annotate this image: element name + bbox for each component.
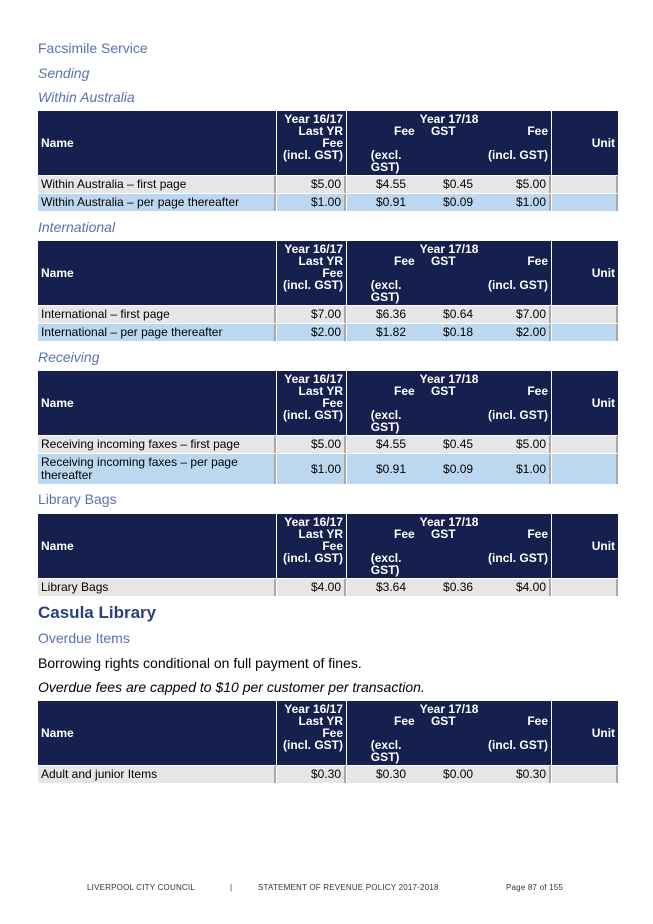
table-header-row [38, 111, 618, 175]
header-year-prev: Year 16/17 [284, 242, 343, 256]
cell-unit [552, 176, 618, 193]
table-row [38, 766, 618, 783]
cell-current [347, 579, 551, 596]
cell-current [347, 454, 551, 484]
cell-fee-excl-gst: $4.55 [376, 177, 407, 191]
subheading-sending: Sending [38, 65, 90, 81]
cell-last-year-fee: $5.00 [277, 176, 346, 193]
footer-council: LIVERPOOL CITY COUNCIL [87, 883, 195, 892]
fee-table-receiving [38, 370, 616, 485]
fee-table [37, 110, 619, 212]
header-fee-excl [350, 255, 415, 303]
header-fee2: Fee [527, 527, 549, 541]
footer-statement: STATEMENT OF REVENUE POLICY 2017-2018 [258, 883, 439, 892]
fee-table [37, 700, 619, 784]
header-unit: Unit [552, 111, 618, 175]
cell-current [347, 436, 551, 453]
cell-current-values [350, 196, 546, 209]
cell-current-values [350, 438, 546, 451]
cell-name: Receiving incoming faxes – first page [38, 436, 276, 453]
cell-last-year-fee: $5.00 [277, 436, 346, 453]
header-unit: Unit [552, 371, 618, 435]
fee-table-library-bags [38, 513, 616, 597]
cell-name: Library Bags [38, 579, 276, 596]
fee-table [37, 370, 619, 485]
cell-gst: $0.45 [443, 437, 474, 451]
header-name: Name [38, 514, 276, 578]
cell-unit [552, 436, 618, 453]
section-heading-library-bags: Library Bags [38, 491, 117, 507]
cell-fee-excl-gst: $6.36 [376, 307, 407, 321]
header-unit: Unit [552, 514, 618, 578]
header-fee2: Fee [527, 254, 549, 268]
header-fee-excl [350, 385, 415, 433]
cell-current [347, 176, 551, 193]
header-gst-label: GST [430, 254, 456, 268]
header-incl-gst: (incl. GST) [283, 278, 343, 292]
cell-name: Within Australia – per page thereafter [38, 194, 276, 211]
header-last-yr-fee: Last YR Fee [298, 124, 343, 150]
cell-last-year-fee: $1.00 [277, 454, 346, 484]
cell-fee-incl-gst: $7.00 [516, 307, 547, 321]
header-current-columns [350, 255, 548, 303]
cell-unit [552, 306, 618, 323]
header-gst [415, 528, 472, 576]
cell-name: International – per page thereafter [38, 324, 276, 341]
header-current-year [347, 111, 551, 175]
table-row [38, 306, 618, 323]
header-current-year [347, 514, 551, 578]
header-year-prev: Year 16/17 [284, 372, 343, 386]
header-incl-gst2: (incl. GST) [488, 408, 549, 422]
cell-fee-excl-gst: $4.55 [376, 437, 407, 451]
cell-name: Receiving incoming faxes – per page thereafter [38, 454, 276, 484]
fee-table-within-australia [38, 110, 616, 212]
section-heading-casula-library: Casula Library [38, 603, 157, 622]
header-fee: Fee [394, 384, 415, 398]
cell-last-year-fee: $2.00 [277, 324, 346, 341]
header-gst-label: GST [430, 527, 456, 541]
cell-fee-incl-gst: $4.00 [516, 580, 547, 594]
header-excl-gst: (excl. GST) [370, 408, 402, 434]
cell-fee-excl-gst: $1.82 [376, 325, 407, 339]
header-fee-incl [472, 255, 548, 303]
header-incl-gst2: (incl. GST) [488, 148, 549, 162]
cell-name: Within Australia – first page [38, 176, 276, 193]
footer-separator: | [230, 883, 233, 892]
footer-page-number: Page 87 of 155 [506, 883, 564, 892]
cell-fee-incl-gst: $5.00 [516, 177, 547, 191]
table-row [38, 454, 618, 484]
header-year-cur: Year 17/18 [419, 702, 479, 716]
table-row [38, 176, 618, 193]
cell-fee-excl-gst: $3.64 [376, 580, 407, 594]
header-name: Name [38, 701, 276, 765]
cell-gst: $0.00 [443, 767, 474, 781]
cell-gst: $0.09 [443, 195, 474, 209]
header-gst-label: GST [430, 124, 456, 138]
header-last-year [277, 514, 346, 578]
header-incl-gst: (incl. GST) [283, 738, 343, 752]
section-heading-facsimile: Facsimile Service [38, 40, 148, 56]
table-row [38, 436, 618, 453]
header-fee: Fee [394, 254, 415, 268]
header-incl-gst: (incl. GST) [283, 551, 343, 565]
header-incl-gst2: (incl. GST) [488, 738, 549, 752]
cell-fee-incl-gst: $0.30 [516, 767, 547, 781]
cell-last-year-fee: $1.00 [277, 194, 346, 211]
cell-current-values [350, 178, 546, 191]
header-excl-gst: (excl. GST) [370, 551, 402, 577]
cell-gst: $0.45 [443, 177, 474, 191]
header-year-cur: Year 17/18 [419, 515, 479, 529]
header-fee-excl [350, 715, 415, 763]
header-last-yr-fee: Last YR Fee [298, 714, 343, 740]
header-excl-gst: (excl. GST) [370, 148, 402, 174]
header-name: Name [38, 371, 276, 435]
cell-last-year-fee: $4.00 [277, 579, 346, 596]
header-fee: Fee [394, 714, 415, 728]
table-header-row [38, 371, 618, 435]
cell-current [347, 194, 551, 211]
header-fee-excl [350, 528, 415, 576]
cell-gst: $0.64 [443, 307, 474, 321]
header-incl-gst2: (incl. GST) [488, 278, 549, 292]
subheading-overdue-items: Overdue Items [38, 630, 130, 646]
header-current-columns [350, 715, 548, 763]
fee-table-overdue-items [38, 700, 616, 784]
overdue-cap-text: Overdue fees are capped to $10 per customer per transaction. [38, 679, 425, 695]
header-current-year [347, 701, 551, 765]
header-last-year [277, 111, 346, 175]
header-year-prev: Year 16/17 [284, 702, 343, 716]
cell-current-values [350, 463, 546, 476]
cell-fee-excl-gst: $0.91 [376, 461, 407, 476]
table-header-row [38, 701, 618, 765]
header-year-cur: Year 17/18 [419, 242, 479, 256]
cell-fee-incl-gst: $1.00 [516, 195, 547, 209]
header-excl-gst: (excl. GST) [370, 278, 402, 304]
header-fee-incl [472, 715, 548, 763]
cell-gst: $0.36 [443, 580, 474, 594]
cell-fee-excl-gst: $0.30 [376, 767, 407, 781]
header-last-yr-fee: Last YR Fee [298, 384, 343, 410]
cell-current [347, 324, 551, 341]
header-last-yr-fee: Last YR Fee [298, 254, 343, 280]
header-incl-gst2: (incl. GST) [488, 551, 549, 565]
fee-table-international [38, 240, 616, 342]
cell-last-year-fee: $0.30 [277, 766, 346, 783]
header-fee-excl [350, 125, 415, 173]
header-current-columns [350, 528, 548, 576]
header-fee: Fee [394, 527, 415, 541]
cell-unit [552, 454, 618, 484]
cell-last-year-fee: $7.00 [277, 306, 346, 323]
cell-unit [552, 579, 618, 596]
cell-gst: $0.18 [443, 325, 474, 339]
cell-name: Adult and junior Items [38, 766, 276, 783]
subheading-within-australia: Within Australia [38, 89, 135, 105]
header-fee-incl [472, 125, 548, 173]
cell-current-values [350, 308, 546, 321]
header-year-cur: Year 17/18 [419, 372, 479, 386]
header-current-columns [350, 385, 548, 433]
table-row [38, 324, 618, 341]
header-last-year [277, 371, 346, 435]
header-current-year [347, 241, 551, 305]
header-incl-gst: (incl. GST) [283, 408, 343, 422]
cell-fee-incl-gst: $1.00 [516, 461, 547, 476]
header-fee-incl [472, 528, 548, 576]
header-last-yr-fee: Last YR Fee [298, 527, 343, 553]
cell-current-values [350, 581, 546, 594]
header-year-cur: Year 17/18 [419, 112, 479, 126]
cell-unit [552, 766, 618, 783]
header-gst [415, 125, 472, 173]
fee-table [37, 513, 619, 597]
cell-name: International – first page [38, 306, 276, 323]
borrowing-rights-text: Borrowing rights conditional on full payment of fines. [38, 655, 362, 671]
header-fee2: Fee [527, 384, 549, 398]
cell-current-values [350, 768, 546, 781]
header-excl-gst: (excl. GST) [370, 738, 402, 764]
header-gst [415, 715, 472, 763]
table-header-row [38, 241, 618, 305]
header-year-prev: Year 16/17 [284, 112, 343, 126]
cell-fee-excl-gst: $0.91 [376, 195, 407, 209]
header-gst-label: GST [430, 714, 456, 728]
header-unit: Unit [552, 241, 618, 305]
subheading-receiving: Receiving [38, 349, 100, 365]
header-name: Name [38, 111, 276, 175]
subheading-international: International [38, 219, 116, 235]
header-unit: Unit [552, 701, 618, 765]
header-current-columns [350, 125, 548, 173]
cell-unit [552, 194, 618, 211]
cell-current [347, 766, 551, 783]
header-name: Name [38, 241, 276, 305]
header-fee: Fee [394, 124, 415, 138]
header-current-year [347, 371, 551, 435]
fee-table [37, 240, 619, 342]
cell-current [347, 306, 551, 323]
header-fee2: Fee [527, 714, 549, 728]
table-row [38, 194, 618, 211]
cell-fee-incl-gst: $2.00 [516, 325, 547, 339]
cell-current-values [350, 326, 546, 339]
header-last-year [277, 701, 346, 765]
header-gst [415, 255, 472, 303]
header-incl-gst: (incl. GST) [283, 148, 343, 162]
header-fee-incl [472, 385, 548, 433]
document-page [38, 38, 616, 786]
header-gst-label: GST [430, 384, 456, 398]
cell-gst: $0.09 [443, 461, 474, 476]
cell-unit [552, 324, 618, 341]
header-gst [415, 385, 472, 433]
cell-fee-incl-gst: $5.00 [516, 437, 547, 451]
header-year-prev: Year 16/17 [284, 515, 343, 529]
table-header-row [38, 514, 618, 578]
table-row [38, 579, 618, 596]
header-fee2: Fee [527, 124, 549, 138]
header-last-year [277, 241, 346, 305]
